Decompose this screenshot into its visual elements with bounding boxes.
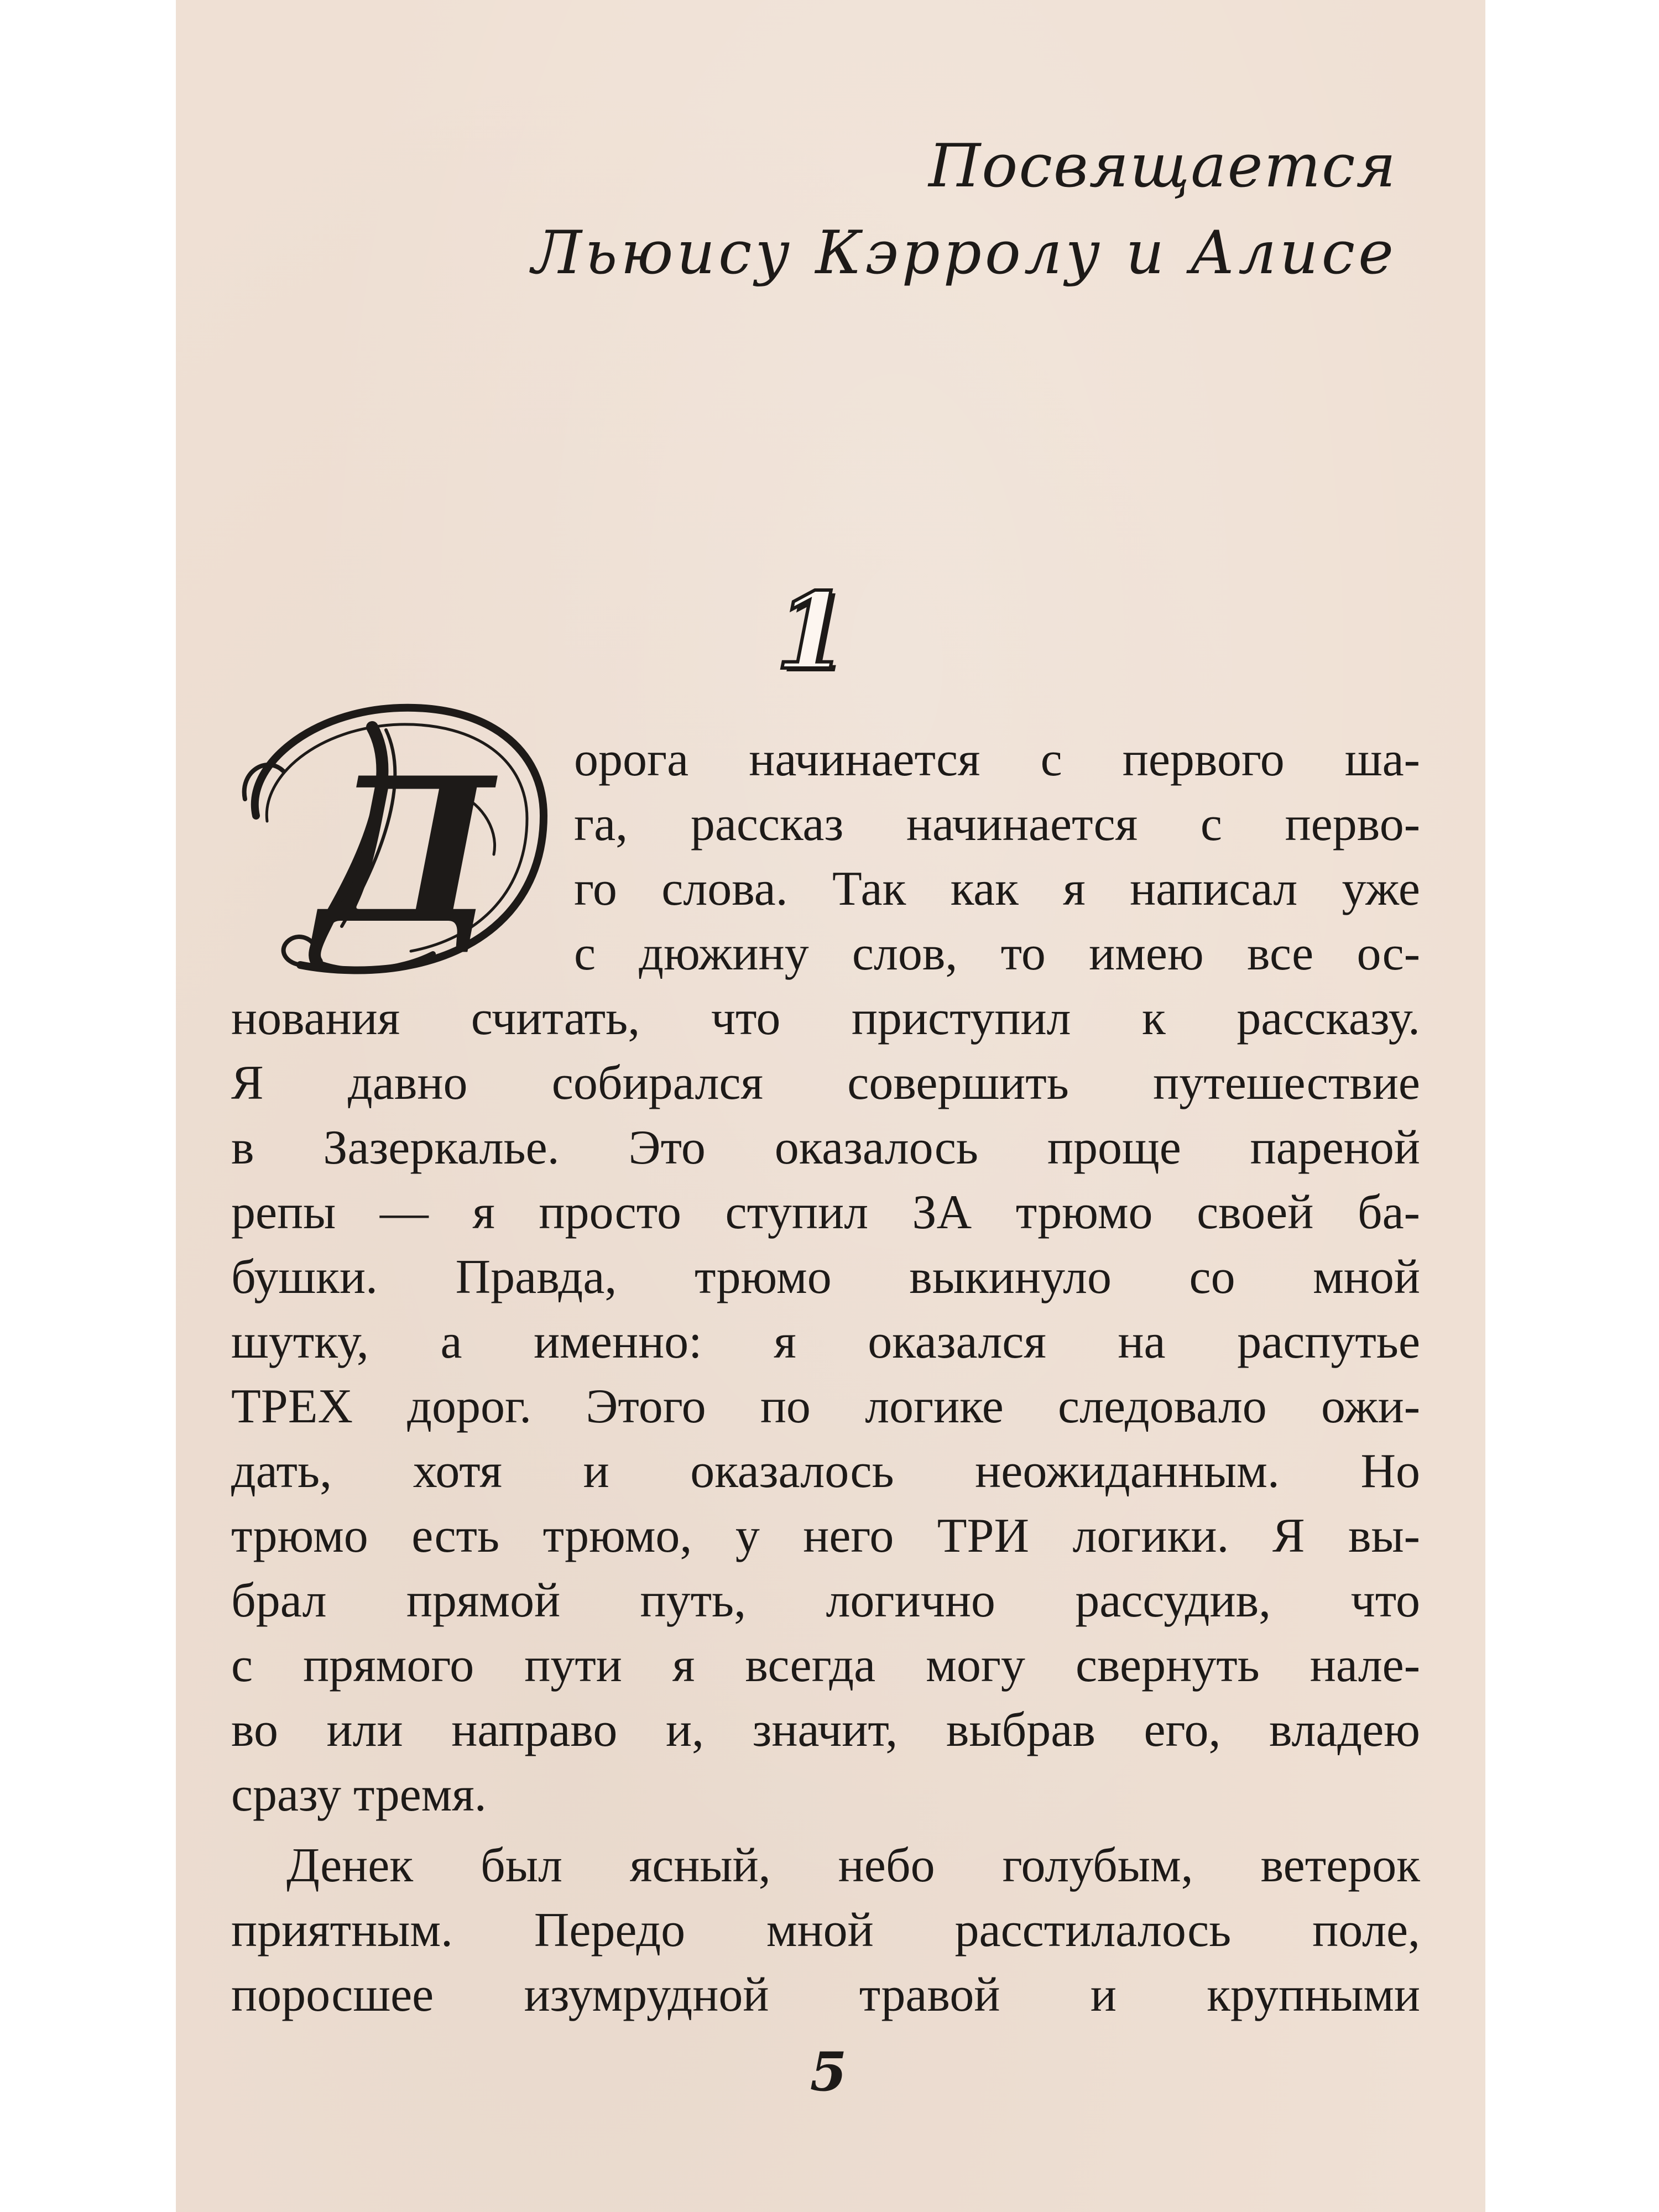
drop-cap-ornament: [234, 688, 560, 987]
dedication-line-1: Посвящается: [928, 132, 1397, 201]
drop-cap-letter: Д: [316, 734, 494, 968]
book-page: Посвящается Льюису Кэрролу и Алисе 1 Д орога начинается с первого ша- га, рассказ начинается с перво- го слова. Так как я написал уже с дюжину слов, то имею все ос- нования считать, что приступил к рассказу. Я давно собирался совершить путешествие в Зазеркалье. Это оказалось проще пареной репы — я просто ступил ЗА трюмо своей ба- бушки. Правда, трюмо выкинуло со мной шутку, а именно: я оказался на распутье ТРЕХ дорог. Этого по логике следовало ожи- дать, хотя и оказалось неожиданным. Но трюмо есть трюмо, у него ТРИ логики. Я вы- брал прямой путь, логично рассудив, что с прямого пути я всегда могу свернуть нале- во или направо и, значит, выбрав его, владею сразу тремя. Денек был ясный, небо голубым, ветерок приятным. Передо мной расстилалось поле, поросшее изумрудной травой и крупными 5: [176, 0, 1485, 2212]
page-number: 5: [810, 2041, 847, 2103]
dedication-line-2: Льюису Кэрролу и Алисе: [531, 218, 1397, 288]
chapter-number: 1: [775, 570, 849, 693]
